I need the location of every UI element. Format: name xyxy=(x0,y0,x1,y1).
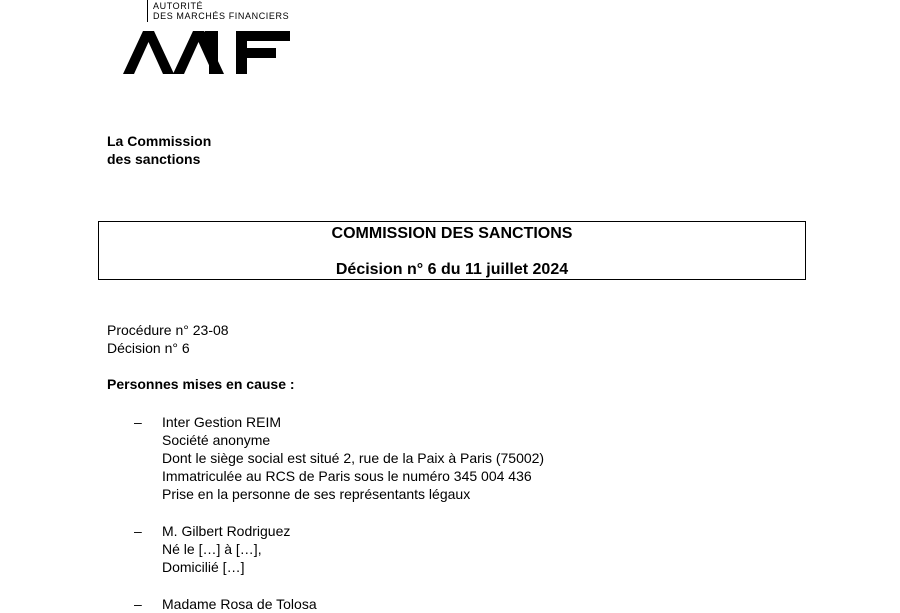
logo-text-line2: DES MARCHÉS FINANCIERS xyxy=(153,11,290,21)
party-line: Madame Rosa de Tolosa xyxy=(162,596,317,612)
party-line: Société anonyme xyxy=(162,432,271,448)
list-dash: – xyxy=(134,596,142,612)
logo-text-line1: AUTORITÉ xyxy=(153,1,204,11)
party-line: Inter Gestion REIM xyxy=(162,414,282,430)
procedure-number: Procédure n° 23-08 xyxy=(107,322,229,338)
party-line: M. Gilbert Rodriguez xyxy=(162,523,291,539)
party-line: Dont le siège social est situé 2, rue de la Paix à Paris (75002) xyxy=(162,450,545,466)
party-line: Prise en la personne de ses représentants légaux xyxy=(162,486,471,502)
commission-label-line1: La Commission xyxy=(107,133,212,149)
procedure-reference xyxy=(107,321,229,357)
amf-wordmark-icon xyxy=(123,31,291,75)
amf-logo xyxy=(120,0,310,80)
decision-title-box xyxy=(98,221,806,280)
commission-label xyxy=(107,132,211,168)
list-dash: – xyxy=(134,414,142,430)
decision-title: Décision n° 6 du 11 juillet 2024 xyxy=(335,261,569,278)
party-line: Immatriculée au RCS de Paris sous le numéro 345 004 436 xyxy=(162,468,532,484)
decision-number: Décision n° 6 xyxy=(107,340,190,356)
party-line: Domicilié […] xyxy=(162,559,245,575)
parties-heading: Personnes mises en cause : xyxy=(107,376,295,392)
title-heading: COMMISSION DES SANCTIONS xyxy=(331,225,573,242)
list-dash: – xyxy=(134,523,142,539)
party-line: Né le […] à […], xyxy=(162,541,262,557)
commission-label-line2: des sanctions xyxy=(107,151,201,167)
logo-divider xyxy=(147,0,148,22)
